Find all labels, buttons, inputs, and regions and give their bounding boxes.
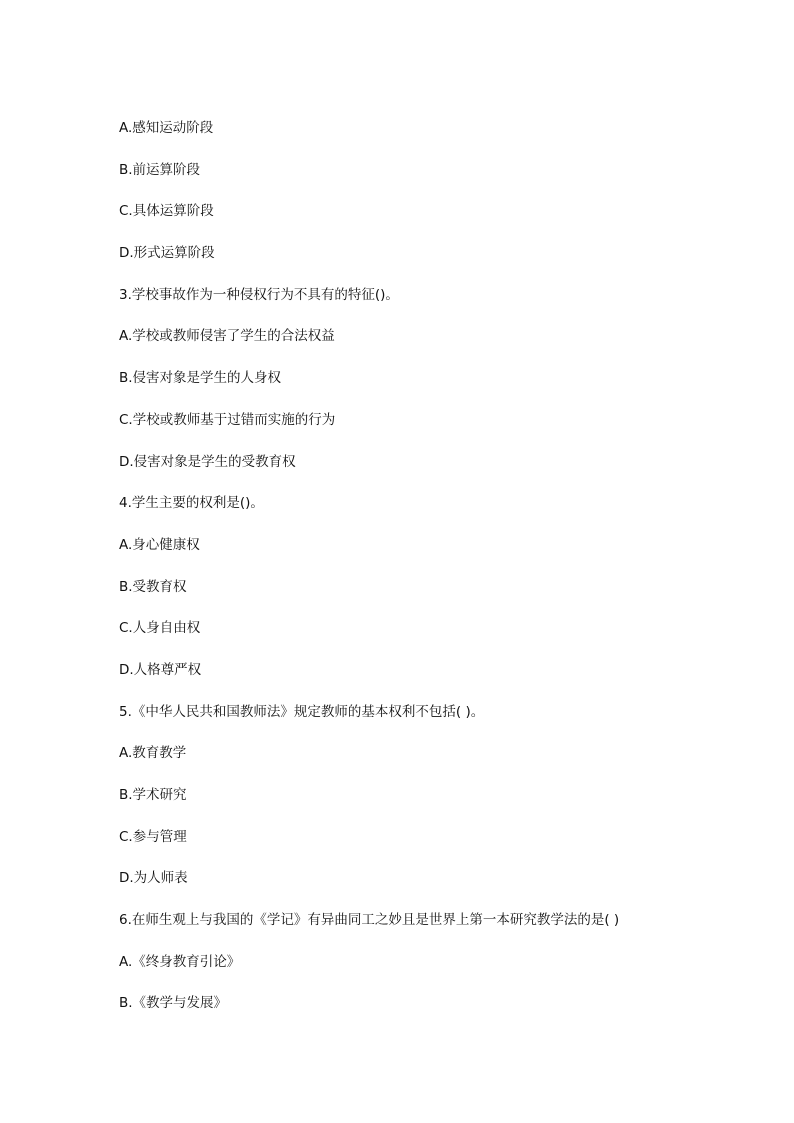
question-3-option-c: C.学校或教师基于过错而实施的行为 xyxy=(119,411,336,428)
question-3-option-b: B.侵害对象是学生的人身权 xyxy=(119,370,282,387)
question-3: 3.学校事故作为一种侵权行为不具有的特征()。 xyxy=(119,286,399,303)
question-text-block xyxy=(119,117,719,1034)
question-5-option-d: D.为人师表 xyxy=(119,870,188,887)
option-c-line: C.具体运算阶段 xyxy=(119,203,214,220)
question-4-option-d: D.人格尊严权 xyxy=(119,661,202,678)
question-4-option-b: B.受教育权 xyxy=(119,578,187,595)
question-4-option-a: A.身心健康权 xyxy=(119,536,200,553)
question-4: 4.学生主要的权利是()。 xyxy=(119,495,264,512)
question-6-option-b: B.《教学与发展》 xyxy=(119,995,228,1012)
question-5-option-a: A.教育教学 xyxy=(119,745,187,762)
option-d-line: D.形式运算阶段 xyxy=(119,245,215,262)
question-6-option-a: A.《终身教育引论》 xyxy=(119,953,241,970)
question-5: 5.《中华人民共和国教师法》规定教师的基本权利不包括( )。 xyxy=(119,703,485,720)
question-5-option-c: C.参与管理 xyxy=(119,828,187,845)
question-6: 6.在师生观上与我国的《学记》有异曲同工之妙且是世界上第一本研究教学法的是( ) xyxy=(119,912,620,929)
question-3-option-a: A.学校或教师侵害了学生的合法权益 xyxy=(119,328,335,345)
option-a-line: A.感知运动阶段 xyxy=(119,120,214,136)
question-5-option-b: B.学术研究 xyxy=(119,787,187,803)
question-3-option-d: D.侵害对象是学生的受教育权 xyxy=(119,453,296,470)
question-4-option-c: C.人身自由权 xyxy=(119,620,201,637)
option-b-line: B.前运算阶段 xyxy=(119,161,201,178)
